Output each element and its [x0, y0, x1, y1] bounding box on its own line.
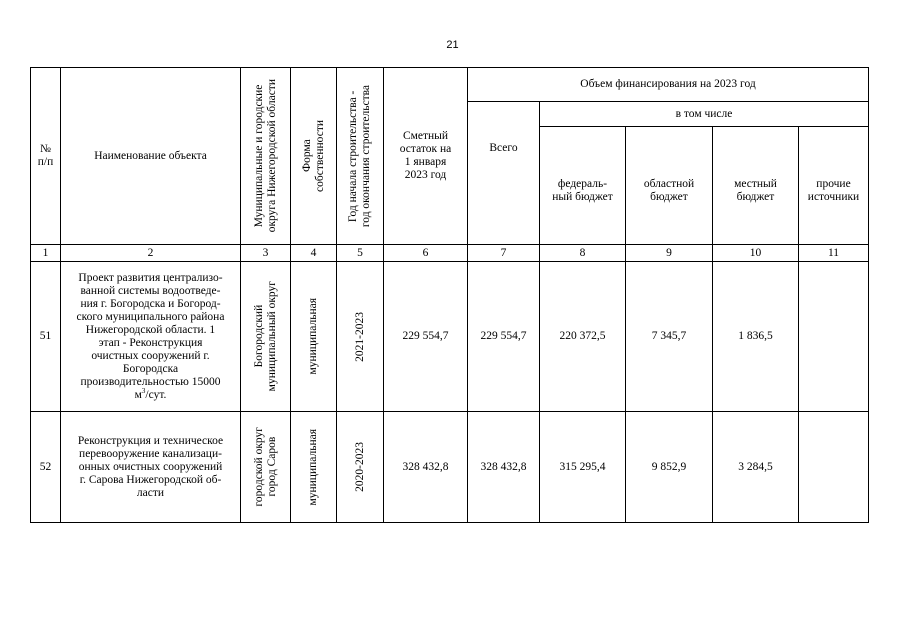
ownership: муниципальная [291, 412, 337, 523]
col-num-3: 3 [241, 245, 291, 262]
header-num: № п/п [31, 68, 61, 245]
other-value [799, 262, 869, 412]
local-value: 3 284,5 [713, 412, 799, 523]
col-num-11: 11 [799, 245, 869, 262]
construction-years: 2021-2023 [337, 262, 384, 412]
other-value [799, 412, 869, 523]
federal-value: 220 372,5 [540, 262, 626, 412]
object-name: Реконструкция и техническое перевооружение канализаци- онных очистных сооружений г. Сарова Нижегородской об- ласти [61, 412, 241, 523]
local-value: 1 836,5 [713, 262, 799, 412]
object-name: Проект развития централизо- ванной системы водоотведе- ния г. Богородска и Богород- ского муниципального района Нижегородской области. 1 этап - Реконструкция очистных сооружений г. Богородска производительностью 15000 $м^3$/сут. [61, 262, 241, 412]
col-num-2: 2 [61, 245, 241, 262]
header-including: в том числе [540, 102, 869, 127]
col-num-6: 6 [384, 245, 468, 262]
table-row [31, 262, 869, 412]
construction-years: 2020-2023 [337, 412, 384, 523]
header-name: Наименование объекта [61, 68, 241, 245]
col-num-8: 8 [540, 245, 626, 262]
col-num-4: 4 [291, 245, 337, 262]
header-regional: областной бюджет [626, 127, 713, 245]
total-value: 328 432,8 [468, 412, 540, 523]
federal-value: 315 295,4 [540, 412, 626, 523]
municipality: Богородский муниципальный округ [241, 262, 291, 412]
row-num: 52 [31, 412, 61, 523]
row-num: 51 [31, 262, 61, 412]
total-value: 229 554,7 [468, 262, 540, 412]
col-num-1: 1 [31, 245, 61, 262]
estimate-value: 229 554,7 [384, 262, 468, 412]
regional-value: 9 852,9 [626, 412, 713, 523]
col-num-10: 10 [713, 245, 799, 262]
col-num-5: 5 [337, 245, 384, 262]
header-years: Год начала строительства - год окончания строительства [337, 68, 384, 245]
page-number: 21 [446, 39, 459, 51]
header-federal: федераль- ный бюджет [540, 127, 626, 245]
header-funding-group: Объем финансирования на 2023 год [468, 68, 869, 102]
header-other: прочие источники [799, 127, 869, 245]
municipality: городской округ город Саров [241, 412, 291, 523]
header-local: местный бюджет [713, 127, 799, 245]
header-estimate: Сметный остаток на 1 января 2023 год [384, 68, 468, 245]
estimate-value: 328 432,8 [384, 412, 468, 523]
table-row [31, 412, 869, 523]
col-num-9: 9 [626, 245, 713, 262]
column-number-row [31, 245, 869, 262]
header-ownership: Форма собственности [291, 68, 337, 245]
ownership: муниципальная [291, 262, 337, 412]
header-municipality: Муниципальные и городские округа Нижегородской области [241, 68, 291, 245]
financing-table [30, 67, 869, 523]
header-total: Всего [468, 102, 540, 245]
regional-value: 7 345,7 [626, 262, 713, 412]
col-num-7: 7 [468, 245, 540, 262]
